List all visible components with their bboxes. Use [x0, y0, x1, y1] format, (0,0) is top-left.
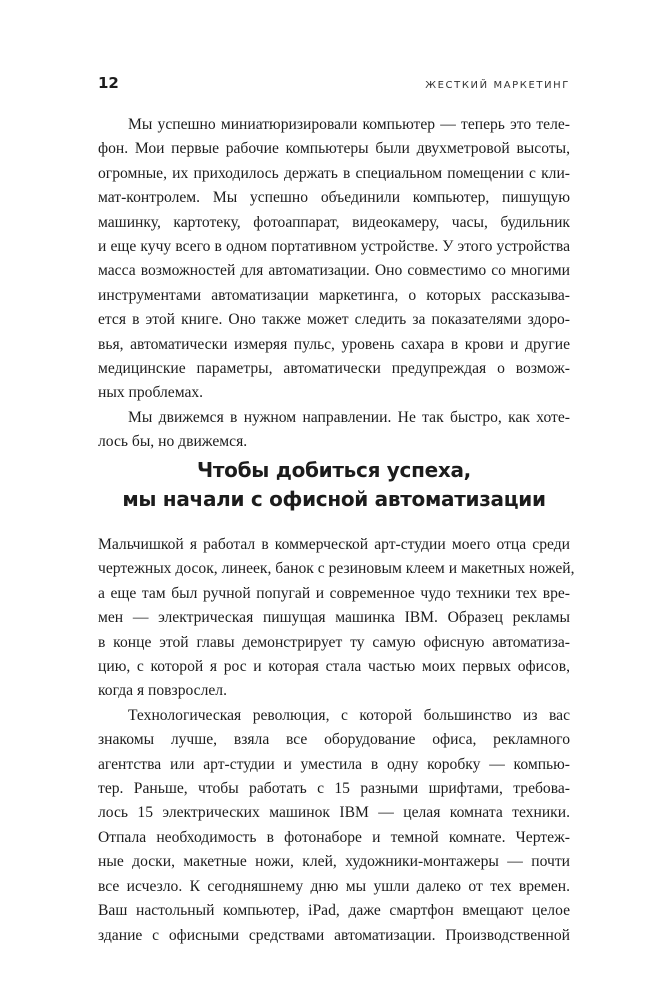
text-line: Мы успешно миниатюризировали компьютер — теперь это теле-: [128, 116, 570, 133]
section-heading: [98, 456, 570, 514]
text-line: Мы движемся в нужном направлении. Не так быстро, как хоте-: [128, 408, 570, 426]
text-line: знакомы лучше, взяла все оборудование офиса, рекламного: [98, 731, 570, 749]
text-line: когда я повзрослел.: [98, 682, 227, 700]
text-line: ных проблемах.: [98, 384, 204, 402]
text-line: мат-контролем. Мы успешно объединили компьютер, пишущую: [98, 189, 570, 207]
text-line: агентства или арт-студии и уместила в одну коробку — компью-: [98, 755, 570, 773]
text-line: вья, автоматически измеряя пульс, уровень сахара в крови и другие: [98, 335, 570, 353]
text-line: в конце этой главы демонстрирует ту самую офисную автоматиза-: [98, 633, 570, 651]
text-line: лось 15 электрических машинок IBM — целая комната техники.: [98, 804, 570, 822]
text-line: мен — электрическая пишущая машинка IBM. Образец рекламы: [98, 609, 570, 627]
text-line: Технологическая революция, с которой большинство из вас: [128, 706, 570, 724]
text-line: ные доски, макетные ножи, клей, художники-монтажеры — почти: [98, 853, 570, 871]
body-text-top: [98, 113, 570, 455]
paragraph: [98, 406, 570, 455]
text-line: Отпала необходимость в фотонаборе и темной комнате. Чертеж-: [98, 828, 570, 846]
text-line: чертежных досок, линеек, банок с резиновым клеем и макетных ножей,: [98, 560, 575, 578]
text-line: машинку, картотеку, фотоаппарат, видеокамеру, часы, будильник: [98, 213, 570, 231]
text-line: медицинские параметры, автоматически предупреждая о возмож-: [98, 360, 570, 378]
paragraph: [98, 704, 570, 948]
text-line: цию, с которой я рос и которая стала частью моих первых офисов,: [98, 658, 570, 676]
text-line: все исчезло. К сегодняшнему дню мы ушли далеко от тех времен.: [98, 877, 570, 895]
text-line: ется в этой книге. Оно также может следить за показателями здоро-: [98, 311, 570, 329]
paragraph: [98, 113, 570, 406]
text-line: здание с офисными средствами автоматизации. Производственной: [98, 926, 570, 944]
text-line: Мальчишкой я работал в коммерческой арт-студии моего отца среди: [98, 536, 570, 553]
text-line: и еще кучу всего в одном портативном устройстве. У этого устройства: [98, 238, 570, 256]
text-line: лось бы, но движемся.: [98, 433, 248, 451]
text-line: огромные, их приходилось держать в специальном помещении с кли-: [98, 164, 570, 182]
text-line: фон. Мои первые рабочие компьютеры были двухметровой высоты,: [98, 140, 570, 158]
running-title: ЖЕСТКИЙ МАРКЕТИНГ: [425, 80, 570, 91]
text-line: тер. Раньше, чтобы работать с 15 разными шрифтами, требова-: [98, 780, 570, 798]
body-text-bottom: [98, 533, 575, 948]
text-line: а еще там был ручной попугай и современное чудо техники тех вре-: [98, 584, 570, 602]
page-header: [98, 74, 570, 92]
text-line: инструментами автоматизации маркетинга, о которых рассказыва-: [98, 286, 570, 304]
text-line: масса возможностей для автоматизации. Оно совместимо со многими: [98, 262, 570, 280]
section-heading-line: Чтобы добиться успеха,: [197, 458, 471, 482]
paragraph: [98, 533, 575, 704]
page-number: 12: [98, 74, 119, 92]
section-heading-line: мы начали с офисной автоматизации: [122, 487, 546, 511]
text-line: Ваш настольный компьютер, iPad, даже смартфон вмещают целое: [98, 902, 570, 920]
